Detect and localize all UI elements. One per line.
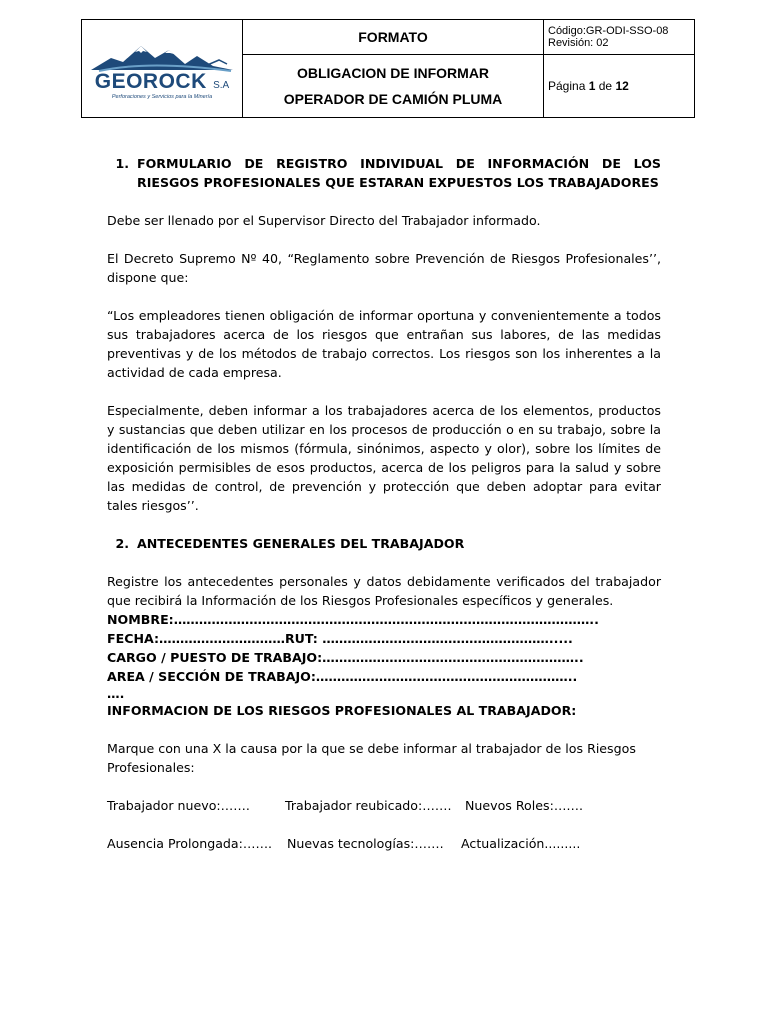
field-fecha-rut[interactable]: FECHA:…………………………RUT: ……………………………………………….....	[107, 631, 573, 646]
paragraph-marque: Marque con una X la causa por la que se debe informar al trabajador de los Riesgos Profesionales:	[107, 741, 636, 775]
option-trabajador-reubicado[interactable]: Trabajador reubicado:…….	[285, 798, 452, 813]
code-revision-cell	[544, 20, 695, 55]
logo-tagline: Perforaciones y Servicios para la Minería	[111, 93, 213, 100]
page-of: de	[598, 79, 613, 93]
option-trabajador-nuevo[interactable]: Trabajador nuevo:…….	[107, 798, 250, 813]
page-label: Página	[548, 79, 586, 93]
document-code: Código:GR-ODI-SSO-08	[548, 25, 669, 37]
option-actualizacion[interactable]: Actualización.........	[461, 836, 581, 851]
document-body	[107, 154, 661, 853]
paragraph-quote-2: Especialmente, deben informar a los trabajadores acerca de los elementos, productos y sustancias que deben utilizar en los procesos de producción o en su trabajo, sobre la identificación de los mismos (fórmula, sinónimos, aspecto y olor), sobre los límites de exposición permisibles de esos productos, acerca de los peligros para la salud y sobre las medidas de control, de prevención y protección que deben adoptar para evitar tales riesgos’’.	[107, 403, 661, 513]
info-riesgos-title: INFORMACION DE LOS RIESGOS PROFESIONALES AL TRABAJADOR:	[107, 703, 577, 718]
document-header	[81, 19, 695, 118]
paragraph-supervisor: Debe ser llenado por el Supervisor Directo del Trabajador informado.	[107, 213, 541, 228]
field-ellipsis: ….	[107, 686, 125, 701]
option-row-1	[107, 796, 661, 815]
page-number-cell	[544, 55, 695, 118]
title-line-1: OBLIGACION DE INFORMAR	[296, 65, 490, 81]
option-row-2	[107, 834, 661, 853]
company-logo	[82, 21, 242, 117]
document-revision: Revisión: 02	[548, 37, 609, 49]
title-line-2: OPERADOR DE CAMIÓN PLUMA	[283, 91, 503, 107]
page-total: 12	[615, 79, 629, 93]
field-area[interactable]: AREA / SECCIÓN DE TRABAJO:……………………………………………………..	[107, 669, 578, 684]
document-title	[243, 55, 544, 118]
logo-wordmark: GEOROCK S.A	[94, 69, 230, 93]
section-2-heading: 2. ANTECEDENTES GENERALES DEL TRABAJADOR	[115, 536, 465, 551]
paragraph-quote-1: “Los empleadores tienen obligación de informar oportuna y convenientemente a todos sus trabajadores acerca de los riesgos que entrañan sus labores, de las medidas preventivas y de los métodos de trabajo correctos. Los riesgos son los inherentes a la actividad de cada empresa.	[107, 308, 661, 380]
section-1-heading: 1. FORMULARIO DE REGISTRO INDIVIDUAL DE INFORMACIÓN DE LOS RIESGOS PROFESIONALES QUE ESTARAN EXPUESTOS LOS TRABAJADORES	[115, 156, 661, 190]
option-ausencia-prolongada[interactable]: Ausencia Prolongada:…….	[107, 836, 273, 851]
paragraph-decreto: El Decreto Supremo Nº 40, “Reglamento sobre Prevención de Riesgos Profesionales’’, dispone que:	[107, 251, 661, 285]
formato-label: FORMATO	[243, 20, 544, 55]
paragraph-registre: Registre los antecedentes personales y datos debidamente verificados del trabajador que recibirá la Información de los Riesgos Profesionales específicos y generales.	[107, 574, 661, 608]
mountains-icon	[89, 38, 235, 74]
option-nuevas-tecnologias[interactable]: Nuevas tecnologías:…….	[287, 836, 444, 851]
field-nombre[interactable]: NOMBRE:………………………………………………………………………………………..	[107, 612, 599, 627]
page-current: 1	[588, 79, 596, 93]
logo-cell	[82, 20, 243, 118]
field-cargo[interactable]: CARGO / PUESTO DE TRABAJO:……………………………………………………..	[107, 650, 584, 665]
option-nuevos-roles[interactable]: Nuevos Roles:…….	[465, 798, 584, 813]
